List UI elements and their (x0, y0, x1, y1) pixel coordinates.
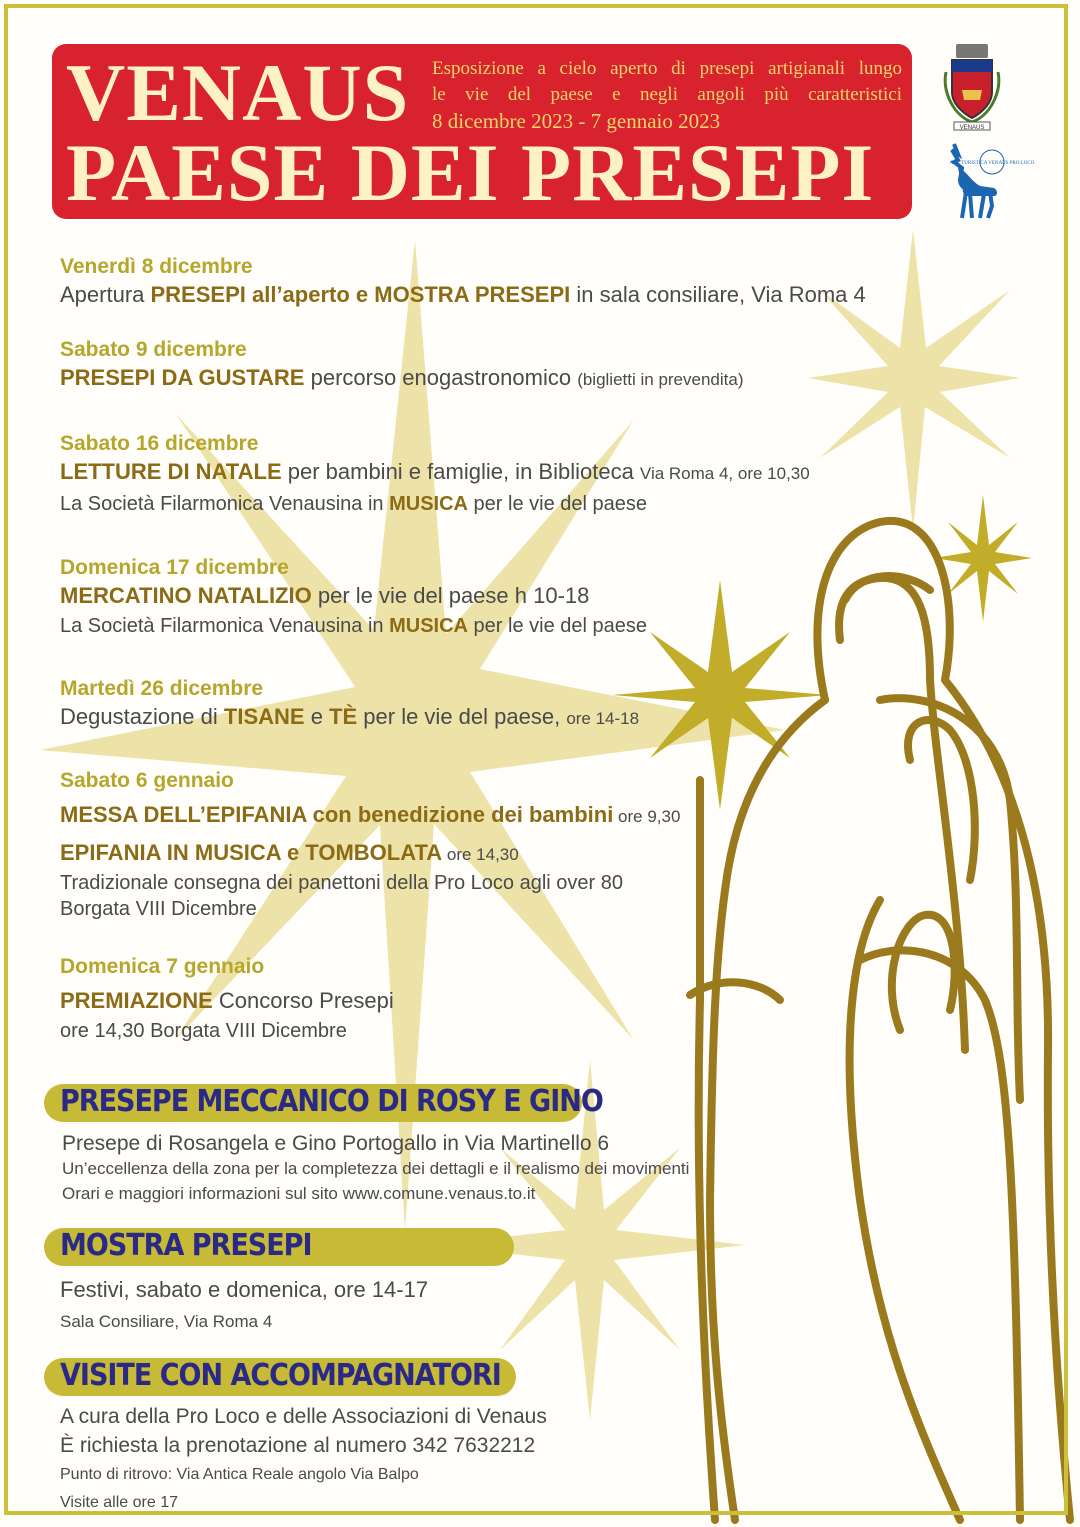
event-line-2: ore 14,30 Borgata VIII Dicembre (60, 1020, 347, 1042)
title-line-1: VENAUS (66, 47, 410, 138)
section-line: È richiesta la prenotazione al numero 342 7632212 (60, 1434, 536, 1457)
subtitle (432, 56, 902, 134)
coat-label: VENAUS (959, 125, 985, 131)
event-line-2: La Società Filarmonica Venausina in MUSICA per le vie del paese (60, 615, 647, 637)
event-line-4: Borgata VIII Dicembre (60, 898, 257, 920)
event-day: Sabato 16 dicembre (60, 432, 259, 455)
event-line: MERCATINO NATALIZIO per le vie del paese h 10-18 (60, 583, 590, 608)
event-day: Domenica 7 gennaio (60, 955, 265, 978)
event-day: Domenica 17 dicembre (60, 556, 289, 579)
section-line: Sala Consiliare, Via Roma 4 (60, 1312, 273, 1331)
pro-loco-deer-icon (940, 140, 1035, 222)
event-line-2: EPIFANIA IN MUSICA e TOMBOLATA ore 14,30 (60, 840, 519, 865)
section-title-presepe-meccanico: PRESEPE MECCANICO DI ROSY E GINO (60, 1084, 603, 1119)
section-line: A cura della Pro Loco e delle Associazioni di Venaus (60, 1405, 547, 1428)
subtitle-line-1: Esposizione a cielo aperto di presepi artigianali lungo (432, 58, 902, 79)
event-line: MESSA DELL’EPIFANIA con benedizione dei bambini ore 9,30 (60, 802, 681, 827)
event-8-dicembre (60, 254, 866, 310)
event-line: Degustazione di TISANE e TÈ per le vie del paese, ore 14-18 (60, 704, 640, 729)
event-line-2: La Società Filarmonica Venausina in MUSICA per le vie del paese (60, 493, 647, 515)
event-day: Sabato 6 gennaio (60, 769, 234, 792)
event-line-3: Tradizionale consegna dei panettoni della Pro Loco agli over 80 (60, 872, 623, 894)
section-title-visite: VISITE CON ACCOMPAGNATORI (60, 1358, 501, 1393)
deer-label: ASS. TURISTICA VENAUS PRO LOCO (949, 161, 1035, 166)
coat-of-arms-icon (940, 42, 1004, 132)
event-day: Sabato 9 dicembre (60, 338, 247, 361)
event-17-dicembre (60, 555, 647, 641)
event-day: Martedì 26 dicembre (60, 677, 264, 700)
event-7-gennaio (60, 954, 394, 1046)
section-line: Presepe di Rosangela e Gino Portogallo in Via Martinello 6 (62, 1132, 610, 1155)
section-line: Un’eccellenza della zona per la completezza dei dettagli e il realismo dei movimenti (62, 1159, 690, 1178)
event-day: Venerdì 8 dicembre (60, 255, 253, 278)
event-line: PREMIAZIONE Concorso Presepi (60, 988, 394, 1013)
section-line: Festivi, sabato e domenica, ore 14-17 (60, 1277, 429, 1302)
section-title-mostra-presepi: MOSTRA PRESEPI (60, 1228, 312, 1263)
section-line: Punto di ritrovo: Via Antica Reale angolo Via Balpo (60, 1466, 419, 1483)
title-line-2: PAESE DEI PRESEPI (66, 127, 875, 218)
event-line: LETTURE DI NATALE per bambini e famiglie, in Biblioteca Via Roma 4, ore 10,30 (60, 459, 810, 484)
event-line: PRESEPI DA GUSTARE percorso enogastronomico (biglietti in prevendita) (60, 365, 744, 390)
event-16-dicembre (60, 431, 810, 519)
event-26-dicembre (60, 676, 639, 734)
subtitle-dates: 8 dicembre 2023 - 7 gennaio 2023 (432, 109, 721, 133)
event-line: Apertura PRESEPI all’aperto e MOSTRA PRESEPI in sala consiliare, Via Roma 4 (60, 282, 866, 307)
section-line: Visite alle ore 17 (60, 1494, 178, 1511)
event-9-dicembre (60, 337, 744, 395)
section-line: Orari e maggiori informazioni sul sito www.comune.venaus.to.it (62, 1184, 536, 1203)
subtitle-line-2: le vie del paese e negli angoli più caratteristici (432, 84, 902, 105)
event-6-gennaio (60, 768, 680, 922)
